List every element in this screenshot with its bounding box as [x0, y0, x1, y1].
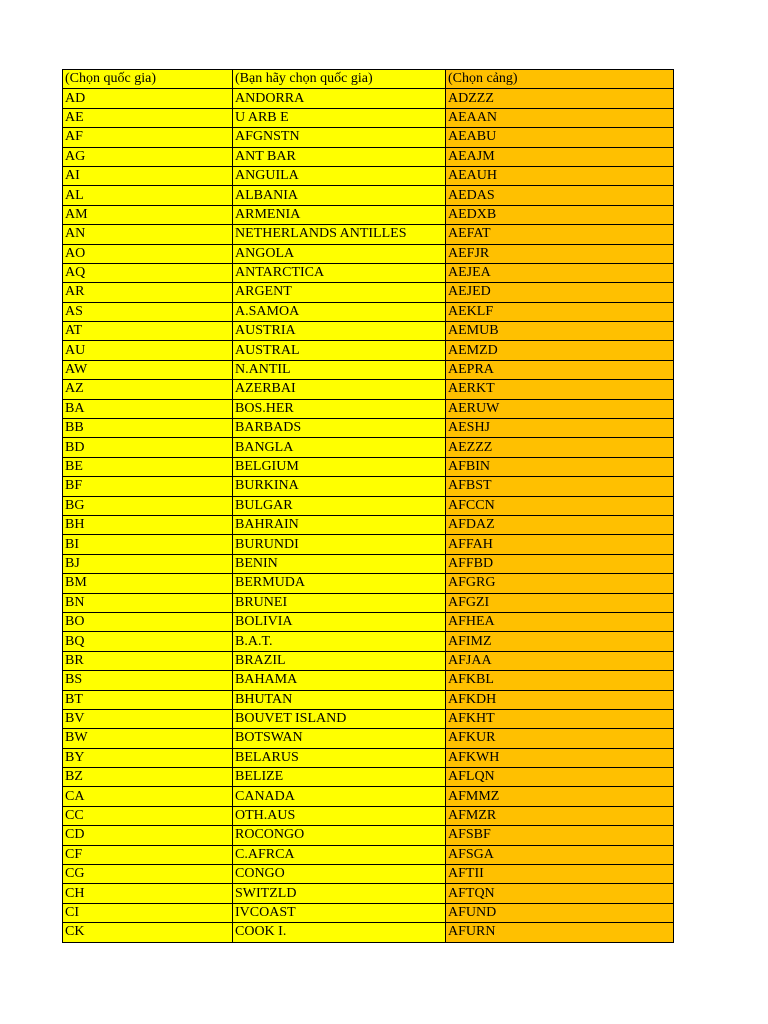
country-code-cell[interactable]: CI — [63, 903, 233, 922]
country-code-cell[interactable]: BE — [63, 457, 233, 476]
country-code-cell[interactable]: AG — [63, 147, 233, 166]
country-name-cell[interactable]: ARMENIA — [233, 205, 446, 224]
country-code-cell[interactable]: BY — [63, 748, 233, 767]
country-name-cell[interactable]: BANGLA — [233, 438, 446, 457]
table-row — [63, 903, 674, 922]
table-row — [63, 438, 674, 457]
country-name-cell[interactable]: ALBANIA — [233, 186, 446, 205]
country-code-cell[interactable]: BF — [63, 477, 233, 496]
country-code-cell[interactable]: CH — [63, 884, 233, 903]
country-name-cell[interactable]: BOLIVIA — [233, 612, 446, 631]
country-name-cell[interactable]: BHUTAN — [233, 690, 446, 709]
country-code-cell[interactable]: BR — [63, 651, 233, 670]
table-row — [63, 457, 674, 476]
country-name-cell[interactable]: BELARUS — [233, 748, 446, 767]
port-code-cell[interactable]: AEJEA — [446, 263, 674, 282]
country-code-cell[interactable]: AI — [63, 166, 233, 185]
country-code-cell[interactable]: AZ — [63, 380, 233, 399]
table-row — [63, 748, 674, 767]
table-row — [63, 574, 674, 593]
country-code-cell[interactable]: AF — [63, 128, 233, 147]
country-code-cell[interactable]: BV — [63, 709, 233, 728]
table-row — [63, 768, 674, 787]
country-name-cell[interactable]: IVCOAST — [233, 903, 446, 922]
country-port-table — [62, 69, 674, 943]
country-name-cell[interactable]: B.A.T. — [233, 632, 446, 651]
port-code-cell[interactable]: AFKUR — [446, 729, 674, 748]
country-code-cell[interactable]: BA — [63, 399, 233, 418]
country-name-cell[interactable]: ANDORRA — [233, 89, 446, 108]
port-code-cell[interactable]: AFDAZ — [446, 515, 674, 534]
country-code-cell[interactable]: AL — [63, 186, 233, 205]
country-name-cell[interactable]: BRAZIL — [233, 651, 446, 670]
port-code-cell[interactable]: AFURN — [446, 923, 674, 942]
country-name-cell[interactable]: COOK I. — [233, 923, 446, 942]
country-name-cell[interactable]: BENIN — [233, 554, 446, 573]
table-row — [63, 554, 674, 573]
table-row — [63, 302, 674, 321]
table-row — [63, 166, 674, 185]
table-row — [63, 690, 674, 709]
country-name-cell[interactable]: ROCONGO — [233, 826, 446, 845]
port-code-cell[interactable]: AERUW — [446, 399, 674, 418]
table-row — [63, 399, 674, 418]
country-name-cell[interactable]: AZERBAI — [233, 380, 446, 399]
country-name-cell[interactable]: BAHRAIN — [233, 515, 446, 534]
country-code-cell[interactable]: BT — [63, 690, 233, 709]
table-row — [63, 205, 674, 224]
country-code-cell[interactable]: BQ — [63, 632, 233, 651]
table-row — [63, 826, 674, 845]
port-code-cell[interactable]: AEJED — [446, 283, 674, 302]
country-code-cell[interactable]: BW — [63, 729, 233, 748]
table-row — [63, 806, 674, 825]
table-row — [63, 225, 674, 244]
country-code-cell[interactable]: BG — [63, 496, 233, 515]
country-name-cell[interactable]: CONGO — [233, 865, 446, 884]
country-name-cell[interactable]: A.SAMOA — [233, 302, 446, 321]
port-code-cell[interactable]: AEZZZ — [446, 438, 674, 457]
port-code-cell[interactable]: AFFBD — [446, 554, 674, 573]
country-name-cell[interactable]: BRUNEI — [233, 593, 446, 612]
header-country-name[interactable]: (Bạn hãy chọn quốc gia) — [233, 70, 446, 89]
table-row — [63, 128, 674, 147]
port-code-cell[interactable]: AFTII — [446, 865, 674, 884]
port-code-cell[interactable]: AFKDH — [446, 690, 674, 709]
country-name-cell[interactable]: BOS.HER — [233, 399, 446, 418]
country-name-cell[interactable]: SWITZLD — [233, 884, 446, 903]
table-row — [63, 923, 674, 942]
country-name-cell[interactable]: ANTARCTICA — [233, 263, 446, 282]
port-code-cell[interactable]: AEAJM — [446, 147, 674, 166]
table-row — [63, 632, 674, 651]
port-code-cell[interactable]: AFMMZ — [446, 787, 674, 806]
port-code-cell[interactable]: AEMZD — [446, 341, 674, 360]
country-code-cell[interactable]: AW — [63, 360, 233, 379]
country-code-cell[interactable]: BD — [63, 438, 233, 457]
country-name-cell[interactable]: BURUNDI — [233, 535, 446, 554]
country-name-cell[interactable]: ANT BAR — [233, 147, 446, 166]
table-row — [63, 419, 674, 438]
country-code-cell[interactable]: BS — [63, 671, 233, 690]
country-code-cell[interactable]: BB — [63, 419, 233, 438]
table-row — [63, 865, 674, 884]
country-code-cell[interactable]: AT — [63, 322, 233, 341]
table-row — [63, 283, 674, 302]
country-code-cell[interactable]: BO — [63, 612, 233, 631]
table-body — [63, 70, 674, 943]
table-row — [63, 593, 674, 612]
country-name-cell[interactable]: BARBADS — [233, 419, 446, 438]
port-code-cell[interactable]: AFIMZ — [446, 632, 674, 651]
table-row — [63, 535, 674, 554]
table-row — [63, 612, 674, 631]
port-code-cell[interactable]: AESHJ — [446, 419, 674, 438]
country-name-cell[interactable]: BELIZE — [233, 768, 446, 787]
port-code-cell[interactable]: AFKHT — [446, 709, 674, 728]
table-row — [63, 147, 674, 166]
table-row — [63, 322, 674, 341]
country-name-cell[interactable]: BAHAMA — [233, 671, 446, 690]
port-code-cell[interactable]: AFJAA — [446, 651, 674, 670]
table-row — [63, 651, 674, 670]
country-code-cell[interactable]: CK — [63, 923, 233, 942]
port-code-cell[interactable]: AEABU — [446, 128, 674, 147]
port-code-cell[interactable]: AFFAH — [446, 535, 674, 554]
country-name-cell[interactable]: ARGENT — [233, 283, 446, 302]
table-row — [63, 496, 674, 515]
port-code-cell[interactable]: AEAUH — [446, 166, 674, 185]
table-row — [63, 477, 674, 496]
country-name-cell[interactable]: U ARB E — [233, 108, 446, 127]
country-name-cell[interactable]: AFGNSTN — [233, 128, 446, 147]
table-row — [63, 244, 674, 263]
table-row — [63, 729, 674, 748]
table-row — [63, 263, 674, 282]
port-code-cell[interactable]: AEKLF — [446, 302, 674, 321]
port-code-cell[interactable]: AFTQN — [446, 884, 674, 903]
country-name-cell[interactable]: ANGUILA — [233, 166, 446, 185]
table-row — [63, 671, 674, 690]
country-code-cell[interactable]: AD — [63, 89, 233, 108]
port-code-cell[interactable]: AFKBL — [446, 671, 674, 690]
country-code-cell[interactable]: AR — [63, 283, 233, 302]
country-name-cell[interactable]: BELGIUM — [233, 457, 446, 476]
country-name-cell[interactable]: BURKINA — [233, 477, 446, 496]
country-name-cell[interactable]: N.ANTIL — [233, 360, 446, 379]
table-row — [63, 845, 674, 864]
country-code-cell[interactable]: AO — [63, 244, 233, 263]
port-code-cell[interactable]: AFBST — [446, 477, 674, 496]
header-row — [63, 70, 674, 89]
port-code-cell[interactable]: AEMUB — [446, 322, 674, 341]
table-row — [63, 360, 674, 379]
country-code-cell[interactable]: AS — [63, 302, 233, 321]
country-code-cell[interactable]: AU — [63, 341, 233, 360]
country-code-cell[interactable]: BM — [63, 574, 233, 593]
port-code-cell[interactable]: AEDAS — [446, 186, 674, 205]
port-code-cell[interactable]: AFGRG — [446, 574, 674, 593]
port-code-cell[interactable]: AEPRA — [446, 360, 674, 379]
port-code-cell[interactable]: AERKT — [446, 380, 674, 399]
country-name-cell[interactable]: BOTSWAN — [233, 729, 446, 748]
country-name-cell[interactable]: CANADA — [233, 787, 446, 806]
port-code-cell[interactable]: ADZZZ — [446, 89, 674, 108]
country-name-cell[interactable]: ANGOLA — [233, 244, 446, 263]
country-name-cell[interactable]: AUSTRAL — [233, 341, 446, 360]
country-code-cell[interactable]: BZ — [63, 768, 233, 787]
country-code-cell[interactable]: CA — [63, 787, 233, 806]
port-code-cell[interactable]: AFUND — [446, 903, 674, 922]
country-code-cell[interactable]: CC — [63, 806, 233, 825]
header-country-code[interactable]: (Chọn quốc gia) — [63, 70, 233, 89]
port-code-cell[interactable]: AFSBF — [446, 826, 674, 845]
table-row — [63, 709, 674, 728]
table-row — [63, 380, 674, 399]
port-code-cell[interactable]: AFMZR — [446, 806, 674, 825]
table-row — [63, 341, 674, 360]
table-row — [63, 108, 674, 127]
port-code-cell[interactable]: AEFJR — [446, 244, 674, 263]
country-name-cell[interactable]: BULGAR — [233, 496, 446, 515]
table-row — [63, 787, 674, 806]
country-name-cell[interactable]: BERMUDA — [233, 574, 446, 593]
country-code-cell[interactable]: CF — [63, 845, 233, 864]
port-code-cell[interactable]: AFHEA — [446, 612, 674, 631]
port-code-cell[interactable]: AFBIN — [446, 457, 674, 476]
country-code-cell[interactable]: BH — [63, 515, 233, 534]
country-code-cell[interactable]: BJ — [63, 554, 233, 573]
country-name-cell[interactable]: BOUVET ISLAND — [233, 709, 446, 728]
table-row — [63, 186, 674, 205]
country-name-cell[interactable]: NETHERLANDS ANTILLES — [233, 225, 446, 244]
country-code-cell[interactable]: AQ — [63, 263, 233, 282]
country-name-cell[interactable]: C.AFRCA — [233, 845, 446, 864]
port-code-cell[interactable]: AFGZI — [446, 593, 674, 612]
port-code-cell[interactable]: AFLQN — [446, 768, 674, 787]
port-code-cell[interactable]: AEDXB — [446, 205, 674, 224]
country-code-cell[interactable]: AM — [63, 205, 233, 224]
table-row — [63, 89, 674, 108]
port-code-cell[interactable]: AEFAT — [446, 225, 674, 244]
port-code-cell[interactable]: AFKWH — [446, 748, 674, 767]
table-row — [63, 515, 674, 534]
country-code-cell[interactable]: CG — [63, 865, 233, 884]
country-name-cell[interactable]: OTH.AUS — [233, 806, 446, 825]
country-code-cell[interactable]: AE — [63, 108, 233, 127]
country-code-cell[interactable]: BN — [63, 593, 233, 612]
port-code-cell[interactable]: AFCCN — [446, 496, 674, 515]
header-port-code[interactable]: (Chọn cảng) — [446, 70, 674, 89]
country-code-cell[interactable]: CD — [63, 826, 233, 845]
country-code-cell[interactable]: BI — [63, 535, 233, 554]
port-code-cell[interactable]: AEAAN — [446, 108, 674, 127]
table-row — [63, 884, 674, 903]
country-code-cell[interactable]: AN — [63, 225, 233, 244]
port-code-cell[interactable]: AFSGA — [446, 845, 674, 864]
country-name-cell[interactable]: AUSTRIA — [233, 322, 446, 341]
